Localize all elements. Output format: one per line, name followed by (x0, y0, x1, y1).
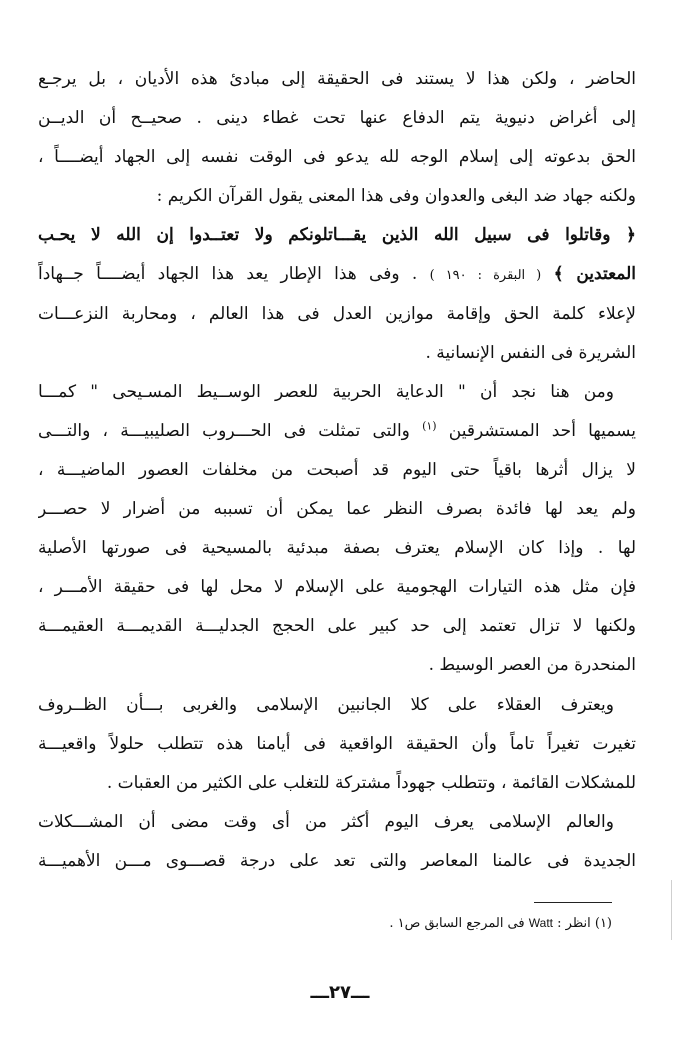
text-line: الحق بدعوته إلى إسلام الوجه لله يدعو فى الوقت نفسه إلى الجهاد أيضــــاً ، (38, 147, 636, 168)
text-fragment: يسميها أحد المستشرقين (448, 420, 636, 441)
page-number: ـــ٢٧ـــ (310, 982, 370, 1003)
verse-reference: ( البقرة : ١٩٠ ) (429, 268, 542, 284)
text-line: ولكنه جهاد ضد البغى والعدوان وفى هذا المعنى يقول القرآن الكريم : (156, 186, 636, 207)
text-fragment: والتى تمثلت فى الحـــروب الصليبيـــة ، والتـــى (38, 420, 410, 441)
scan-margin-mark (671, 880, 672, 940)
text-line (38, 412, 636, 451)
paragraph-start-line: ومن هنا نجد أن " الدعاية الحربية للعصر الوســيط المسـيحى " كمـــا (38, 381, 614, 402)
text-line: لها . وإذا كان الإسلام يعترف بصفة مبدئية بالمسيحية فى صورتها الأصلية (38, 538, 636, 559)
footnote-author: Watt (528, 916, 553, 930)
text-line: الشريرة فى النفس الإنسانية . (425, 342, 636, 363)
text-line: لإعلاء كلمة الحق وإقامة موازين العدل فى هذا العالم ، ومحاربة النزعـــات (38, 303, 636, 324)
text-fragment: . وفى هذا الإطار يعد هذا الجهاد أيضــــاً جــهاداً (38, 264, 418, 285)
body-text (38, 60, 636, 881)
text-line: ولم يعد لها فائدة بصرف النظر عما يمكن أن تسببه من أضرار لا حصـــر (38, 499, 636, 520)
quran-verse-end: المعتدين ﴾ (553, 264, 636, 285)
quran-verse-line: ﴿ وقاتلوا فى سبيل الله الذين يقـــاتلونكم ولا تعتــدوا إن الله لا يحـب (38, 225, 636, 246)
paragraph-start-line: والعالم الإسلامى يعرف اليوم أكثر من أى وقت مضى أن المشـــكلات (38, 811, 614, 832)
text-line: ولكنها لا تزال تعتمد إلى حد كبير على الحجج الجدليـــة القديمـــة العقيمـــة (38, 616, 636, 637)
footnote-marker: (١) (422, 419, 437, 433)
footnote-prefix: (١) انظر : (557, 916, 612, 931)
text-line: فإن مثل هذه التيارات الهجومية على الإسلام لا محل لها فى حقيقة الأمـــر ، (38, 577, 636, 598)
text-line: تغيرت تغيراً تاماً وأن الحقيقة الواقعية فى أيامنا هذه تتطلب حلولاً واقعيـــة (38, 733, 636, 754)
text-line: المنحدرة من العصر الوسيط . (428, 655, 636, 676)
footnote-reference: فى المرجع السابق ص١ . (389, 916, 525, 931)
text-line (38, 255, 636, 294)
text-line: الجديدة فى عالمنا المعاصر والتى تعد على درجة قصـــوى مـــن الأهميـــة (38, 850, 636, 871)
footnote (389, 912, 612, 935)
text-line: إلى أغراض دنيوية يتم الدفاع عنها تحت غطاء دينى . صحيــح أن الديــن (38, 108, 636, 129)
text-line: الحاضر ، ولكن هذا لا يستند فى الحقيقة إلى مبادئ هذه الأديان ، بل يرجـع (38, 69, 636, 89)
text-line: للمشكلات القائمة ، وتتطلب جهوداً مشتركة للتغلب على الكثير من العقبات . (106, 772, 636, 793)
paragraph-start-line: ويعترف العقلاء على كلا الجانبين الإسلامى والغربى بـــأن الظــروف (38, 694, 614, 715)
footnote-divider (534, 902, 612, 903)
text-line: لا يزال أثرها باقياً حتى اليوم قد أصبحت من مخلفات العصور الماضيـــة ، (38, 459, 636, 480)
